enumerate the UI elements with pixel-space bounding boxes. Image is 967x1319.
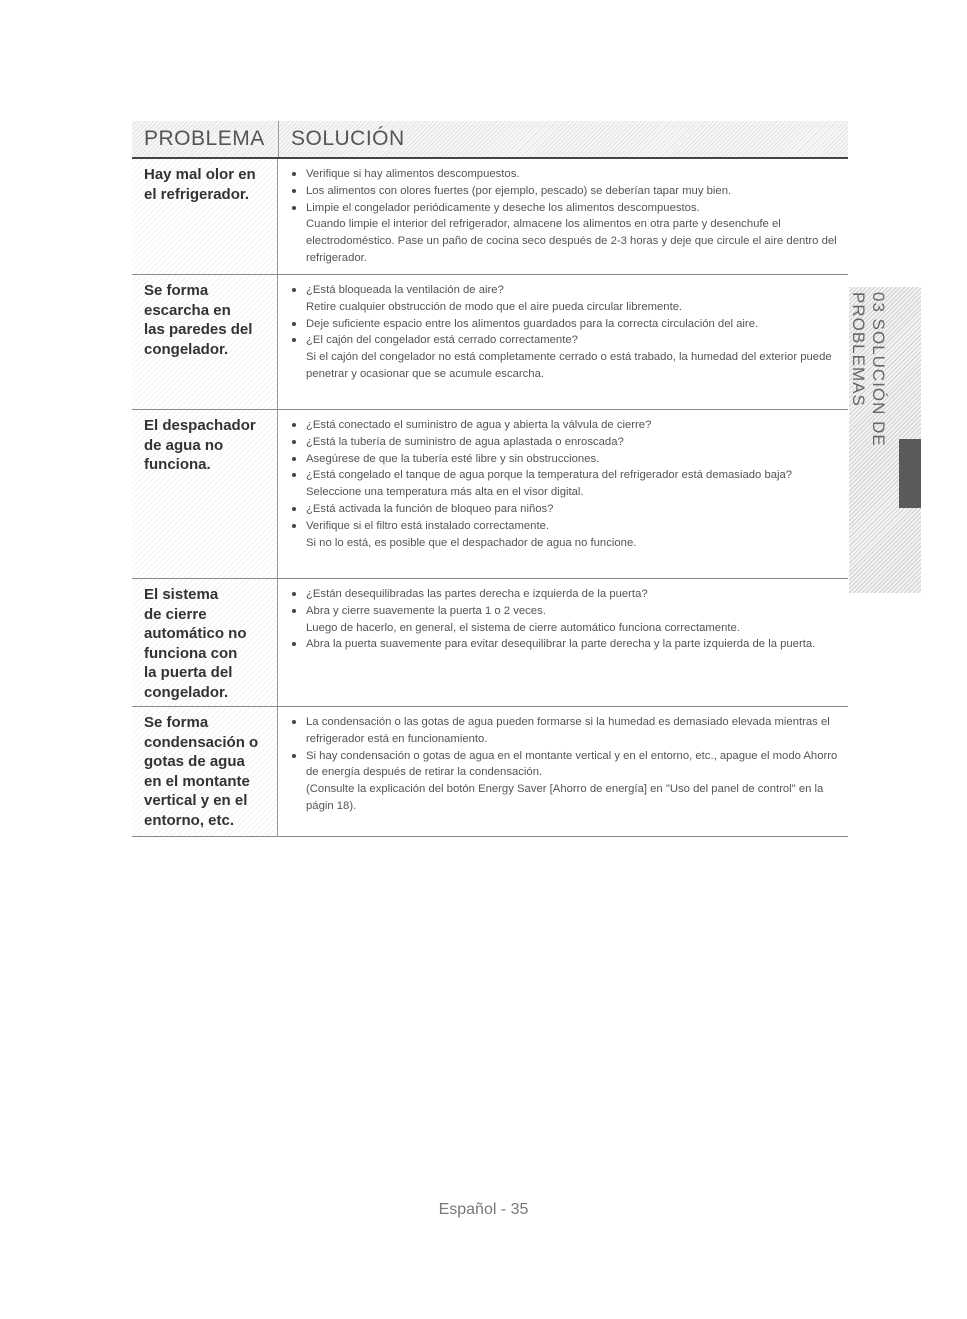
problem-cell [132,579,278,706]
problem-column-header: PROBLEMA [132,121,279,157]
solution-item: ¿Está la tubería de suministro de agua aplastada o enroscada? [288,434,840,451]
troubleshooting-table [132,121,848,837]
page-number: Español - 35 [438,1201,529,1218]
solution-item: Verifique si hay alimentos descompuestos. [288,166,840,183]
solution-item: Verifique si el filtro está instalado correctamente. [288,518,840,535]
solution-item: Si el cajón del congelador no está completamente cerrado o está trabado, la humedad del exterior puede penetrar y ocasionar que se acumule escarcha. [306,351,832,380]
solution-item: ¿El cajón del congelador está cerrado correctamente? [288,332,840,349]
solution-item: Si hay condensación o gotas de agua en el montante vertical y en el entorno, etc., apague el modo Ahorro de energía después de retirar la condensación. [288,748,840,782]
solution-item: Cuando limpie el interior del refrigerador, almacene los alimentos en otra parte y desenchufe el electrodoméstico. Pase un paño de cocina seco después de 2-3 horas y deje que circule el aire dentro del refrigerador. [306,218,837,264]
table-header [132,121,848,159]
solution-item: ¿Está activada la función de bloqueo para niños? [288,501,840,518]
solution-cell [278,410,848,578]
solution-item: Retire cualquier obstrucción de modo que el aire pueda circular libremente. [306,300,683,313]
solution-cell [278,275,848,409]
problem-text: El sistema de cierre automático no funciona con la puerta del congelador. [144,586,247,701]
table-row [132,410,848,579]
problem-text: El despachador de agua no funciona. [144,417,256,473]
solution-item: Deje suficiente espacio entre los alimentos guardados para la correcta circulación del aire. [288,316,840,333]
solution-item: Luego de hacerlo, en general, el sistema de cierre automático funciona correctamente. [306,621,740,634]
problem-text: Se forma condensación o gotas de agua en el montante vertical y en el entorno, etc. [144,714,259,829]
solution-column-header: SOLUCIÓN [291,127,405,150]
solution-item: ¿Está congelado el tanque de agua porque la temperatura del refrigerador está demasiado baja? [288,467,840,484]
problem-text: Hay mal olor en el refrigerador. [144,166,256,203]
problem-cell [132,410,278,578]
solution-item: Seleccione una temperatura más alta en el visor digital. [306,486,584,499]
problem-text: Se forma escarcha en las paredes del congelador. [144,282,253,358]
section-side-tab-label: 03 SOLUCIÓN DE PROBLEMAS [849,292,888,447]
table-row [132,275,848,410]
solution-item: ¿Están desequilibradas las partes derecha e izquierda de la puerta? [288,586,840,603]
problem-cell [132,707,278,836]
solution-item: ¿Está conectado el suministro de agua y abierta la válvula de cierre? [288,417,840,434]
solution-cell [278,707,848,836]
side-tab-marker [899,439,921,508]
solution-item: Abra y cierre suavemente la puerta 1 o 2 veces. [288,603,840,620]
table-row [132,159,848,275]
solution-cell [278,579,848,706]
solution-item: ¿Está bloqueada la ventilación de aire? [288,282,840,299]
solution-item: Los alimentos con olores fuertes (por ejemplo, pescado) se deberían tapar muy bien. [288,183,840,200]
solution-item: La condensación o las gotas de agua pueden formarse si la humedad es demasiado elevada mientras el refrigerador está en funcionamiento. [288,714,840,748]
problem-cell [132,159,278,274]
solution-item: Abra la puerta suavemente para evitar desequilibrar la parte derecha y la parte izquierda de la puerta. [288,636,840,653]
solution-item: Si no lo está, es posible que el despachador de agua no funcione. [306,536,637,549]
solution-item: (Consulte la explicación del botón Energy Saver [Ahorro de energía] en "Uso del panel de control" en la págin 18). [306,783,824,812]
solution-item: Asegúrese de que la tubería esté libre y sin obstrucciones. [288,451,840,468]
table-row [132,579,848,707]
solution-cell [278,159,848,274]
problem-cell [132,275,278,409]
solution-item: Limpie el congelador periódicamente y deseche los alimentos descompuestos. [288,200,840,217]
table-row [132,707,848,837]
